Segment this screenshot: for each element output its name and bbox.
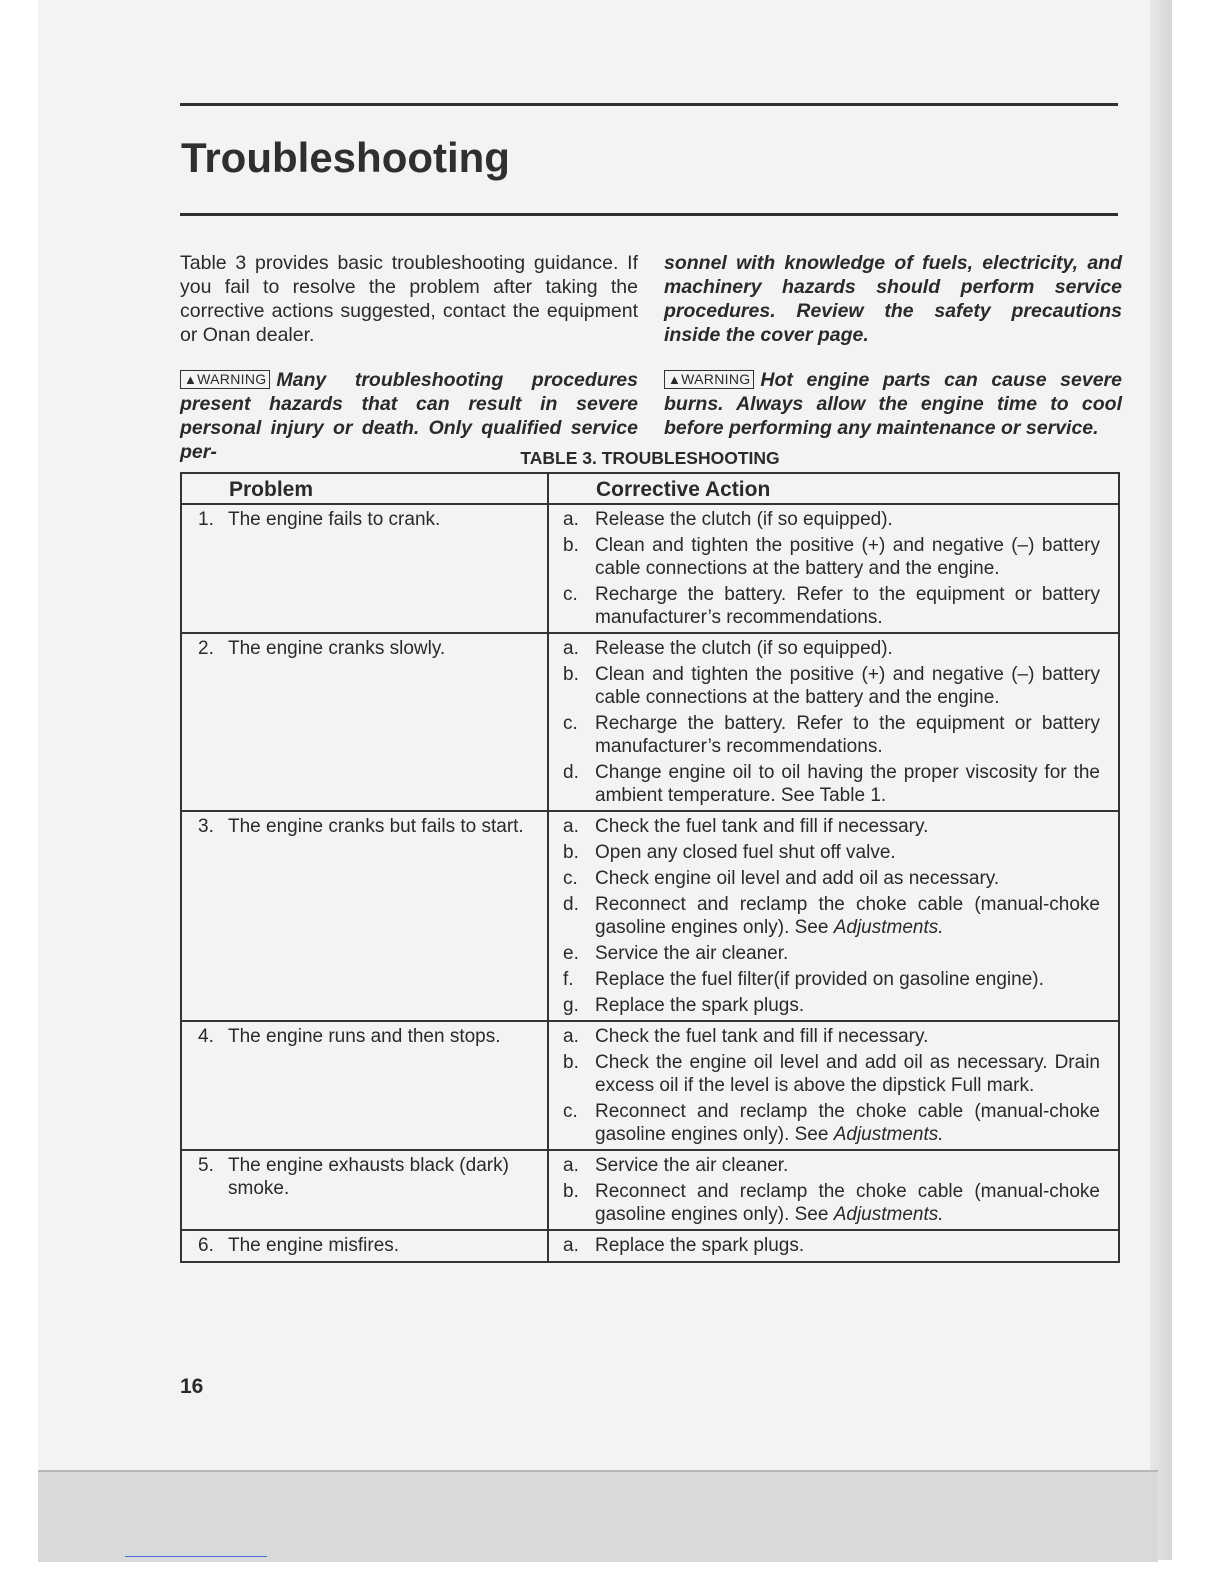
action-text-wrap [595,761,1100,807]
action-letter: f. [563,969,574,990]
action-text: Check the fuel tank and fill if necessary. [595,1026,929,1047]
table-row [181,811,1119,1021]
page-title: Troubleshooting [181,134,510,181]
problem-number: 5. [198,1155,214,1176]
column-header-corrective-action: Corrective Action [548,473,1119,504]
corrective-action-item [563,637,1100,660]
table-header-row [181,473,1119,504]
warning-text-2: Hot engine parts can cause severe burns. Always allow the engine time to cool before performing any maintenance or service. [664,369,1122,439]
action-letter: d. [563,894,579,915]
corrective-action-item [563,1154,1100,1177]
action-reference: Adjustments. [833,917,944,938]
problem-item [198,1234,537,1257]
action-text: Check the fuel tank and fill if necessary. [595,816,929,837]
corrective-action-item [563,663,1100,709]
action-text: Replace the spark plugs. [595,995,805,1016]
action-text: Replace the fuel filter(if provided on gasoline engine). [595,969,1044,990]
action-letter: g. [563,995,579,1016]
action-reference: Adjustments. [833,1124,944,1145]
problem-text: The engine exhausts black (dark) smoke. [228,1155,509,1199]
action-letter: b. [563,535,579,556]
action-letter: a. [563,816,579,837]
action-text-wrap [595,508,1100,531]
action-text-wrap [595,1100,1100,1146]
problem-cell [181,633,548,811]
action-letter: c. [563,868,578,889]
warning-block-2 [664,368,1122,440]
action-letter: b. [563,1181,579,1202]
action-text-wrap [595,1234,1100,1257]
action-text: Recharge the battery. Refer to the equipment or battery manufacturer’s recommendations. [595,713,1100,757]
corrective-action-cell [548,504,1119,633]
problem-item [198,1025,537,1048]
action-text: Reconnect and reclamp the choke cable (manual-choke gasoline engines only). See [595,1181,1100,1225]
table-caption: TABLE 3. TROUBLESHOOTING [520,448,780,468]
corrective-action-item [563,534,1100,580]
problem-cell [181,1150,548,1230]
problem-text: The engine cranks but fails to start. [228,816,524,837]
action-text: Clean and tighten the positive (+) and negative (–) battery cable connections at the battery and the engine. [595,664,1100,708]
action-letter: b. [563,1052,579,1073]
action-text-wrap [595,942,1100,965]
action-letter: a. [563,509,579,530]
warning-text-1-part-2: sonnel with knowledge of fuels, electricity, and machinery hazards should perform service procedures. Review the safety precautions inside the cover page. [664,252,1122,346]
action-letter: a. [563,1235,579,1256]
action-text: Open any closed fuel shut off valve. [595,842,896,863]
corrective-action-item [563,841,1100,864]
action-letter: a. [563,1155,579,1176]
action-text-wrap [595,1025,1100,1048]
action-text-wrap [595,867,1100,890]
corrective-action-cell [548,811,1119,1021]
title-bottom-rule [180,213,1118,216]
action-text: Check engine oil level and add oil as necessary. [595,868,1000,889]
intro-paragraph: Table 3 provides basic troubleshooting guidance. If you fail to resolve the problem after taking the corrective actions suggested, contact the equipment or Onan dealer. [180,252,638,346]
action-text: Check the engine oil level and add oil as necessary. Drain excess oil if the level is above the dipstick Full mark. [595,1052,1100,1096]
action-text: Clean and tighten the positive (+) and negative (–) battery cable connections at the battery and the engine. [595,535,1100,579]
corrective-action-item [563,893,1100,939]
action-text-wrap [595,1051,1100,1097]
action-letter: b. [563,842,579,863]
table-row [181,633,1119,811]
warning-badge-label: WARNING [681,371,751,387]
corrective-action-item [563,942,1100,965]
action-letter: e. [563,943,579,964]
corrective-action-item [563,815,1100,838]
action-text-wrap [595,637,1100,660]
action-letter: a. [563,1026,579,1047]
corrective-action-item [563,1180,1100,1226]
action-text: Service the air cleaner. [595,943,789,964]
action-letter: a. [563,638,579,659]
warning-badge-label: WARNING [197,371,267,387]
problem-text: The engine runs and then stops. [228,1026,501,1047]
problem-number: 4. [198,1026,214,1047]
corrective-action-item [563,1051,1100,1097]
corrective-action-item [563,1025,1100,1048]
problem-item [198,637,537,660]
corrective-action-cell [548,1021,1119,1150]
action-text-wrap [595,994,1100,1017]
problem-item [198,815,537,838]
warning-triangle-icon: ▲ [668,372,682,387]
corrective-action-cell [548,633,1119,811]
table-row [181,1150,1119,1230]
scan-edge-line [125,1556,267,1557]
corrective-action-item [563,968,1100,991]
problem-cell [181,811,548,1021]
warning-badge [664,370,754,389]
action-text-wrap [595,1180,1100,1226]
problem-text: The engine misfires. [228,1235,400,1256]
action-text: Service the air cleaner. [595,1155,789,1176]
problem-number: 1. [198,509,214,530]
table-row [181,1230,1119,1262]
scan-bottom-band [38,1470,1158,1562]
action-text-wrap [595,663,1100,709]
intro-right-column [664,251,1122,440]
corrective-action-cell [548,1150,1119,1230]
problem-number: 6. [198,1235,214,1256]
corrective-action-item [563,867,1100,890]
table-body [181,504,1119,1262]
action-text-wrap [595,968,1100,991]
table-row [181,504,1119,633]
problem-number: 2. [198,638,214,659]
column-header-problem: Problem [181,473,548,504]
action-letter: d. [563,762,579,783]
corrective-action-item [563,994,1100,1017]
problem-text: The engine fails to crank. [228,509,441,530]
warning-badge [180,370,270,389]
action-text-wrap [595,583,1100,629]
action-text-wrap [595,893,1100,939]
action-text: Reconnect and reclamp the choke cable (manual-choke gasoline engines only). See [595,894,1100,938]
action-text: Recharge the battery. Refer to the equipment or battery manufacturer’s recommendations. [595,584,1100,628]
problem-number: 3. [198,816,214,837]
action-text-wrap [595,815,1100,838]
warning-text-1-part-1: Many troubleshooting procedures present hazards that can result in severe personal injury or death. Only qualified service per- [180,369,638,463]
corrective-action-item [563,583,1100,629]
problem-cell [181,1230,548,1262]
action-letter: c. [563,584,578,605]
corrective-action-item [563,761,1100,807]
action-letter: c. [563,1101,578,1122]
page-number: 16 [180,1375,204,1398]
action-text: Release the clutch (if so equipped). [595,509,893,530]
corrective-action-item [563,1234,1100,1257]
action-text: Release the clutch (if so equipped). [595,638,893,659]
corrective-action-item [563,1100,1100,1146]
corrective-action-item [563,712,1100,758]
action-text: Change engine oil to oil having the proper viscosity for the ambient temperature. See Table 1. [595,762,1100,806]
action-text: Reconnect and reclamp the choke cable (manual-choke gasoline engines only). See [595,1101,1100,1145]
problem-cell [181,504,548,633]
action-reference: Adjustments. [833,1204,944,1225]
table-row [181,1021,1119,1150]
action-text-wrap [595,1154,1100,1177]
title-top-rule [180,103,1118,106]
action-letter: c. [563,713,578,734]
problem-item [198,1154,537,1200]
action-text-wrap [595,534,1100,580]
problem-item [198,508,537,531]
corrective-action-cell [548,1230,1119,1262]
intro-left-column [180,251,638,464]
warning-triangle-icon: ▲ [184,372,198,387]
problem-cell [181,1021,548,1150]
action-text: Replace the spark plugs. [595,1235,805,1256]
action-text-wrap [595,841,1100,864]
action-text-wrap [595,712,1100,758]
corrective-action-item [563,508,1100,531]
page-edge-shadow [1150,0,1172,1560]
problem-text: The engine cranks slowly. [228,638,446,659]
troubleshooting-table [180,472,1120,1263]
action-letter: b. [563,664,579,685]
